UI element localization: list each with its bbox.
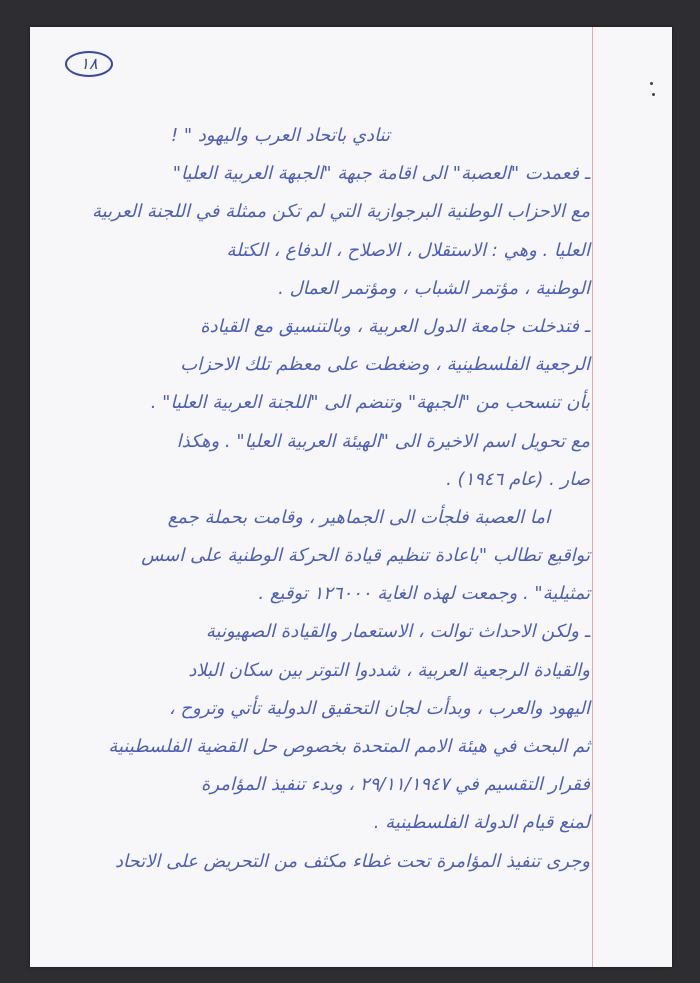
text-line: صار . (عام ١٩٤٦) .	[446, 468, 590, 490]
text-line: تنادي باتحاد العرب واليهود " !	[170, 125, 390, 146]
paper-mark	[652, 93, 655, 96]
text-line: مع تحويل اسم الاخيرة الى "الهيئة العربية العليا" . وهكذا	[176, 430, 590, 452]
notebook-page	[30, 27, 672, 967]
text-line: ـ ولكن الاحداث توالت ، الاستعمار والقيادة الصهيونية	[205, 621, 590, 643]
text-line: العليا . وهي : الاستقلال ، الاصلاح ، الدفاع ، الكتلة	[226, 239, 590, 261]
text-line: الرجعية الفلسطينية ، وضغطت على معظم تلك الاحزاب	[180, 354, 590, 376]
paper-mark	[650, 82, 653, 85]
text-line: تمثيلية" . وجمعت لهذه الغاية ١٢٦٠٠٠ توقيع .	[258, 583, 590, 605]
text-line: ثم البحث في هيئة الامم المتحدة بخصوص حل القضية الفلسطينية	[108, 736, 590, 757]
margin-line	[592, 27, 593, 967]
text-line: ـ فعمدت "العصبة" الى اقامة جبهة "الجبهة العربية العليا"	[172, 163, 590, 185]
text-line: الوطنية ، مؤتمر الشباب ، ومؤتمر العمال .	[278, 277, 590, 299]
text-line: ـ فتدخلت جامعة الدول العربية ، وبالتنسيق مع القيادة	[200, 315, 590, 337]
text-line: تواقيع تطالب "باعادة تنظيم قيادة الحركة الوطنية على اسس	[141, 545, 590, 567]
text-line: لمنع قيام الدولة الفلسطينية .	[373, 812, 590, 834]
text-line: اليهود والعرب ، وبدأت لجان التحقيق الدولية تأتي وتروح ،	[168, 697, 590, 719]
text-line: اما العصبة فلجأت الى الجماهير ، وقامت بحملة جمع	[167, 506, 550, 528]
text-line: بأن تنسحب من "الجبهة" وتنضم الى "اللجنة العربية العليا" .	[150, 392, 590, 414]
text-line: والقيادة الرجعية العربية ، شددوا التوتر بين سكان البلاد	[188, 659, 590, 681]
handwritten-text	[45, 117, 590, 881]
text-line: وجرى تنفيذ المؤامرة تحت غطاء مكثف من التحريض على الاتحاد	[114, 850, 590, 872]
text-line: فقرار التقسيم في ٢٩/١١/١٩٤٧ ، وبدء تنفيذ المؤامرة	[200, 774, 590, 796]
page-number: ١٨	[65, 51, 113, 77]
text-line: مع الاحزاب الوطنية البرجوازية التي لم تكن ممثلة في اللجنة العربية	[91, 201, 590, 223]
